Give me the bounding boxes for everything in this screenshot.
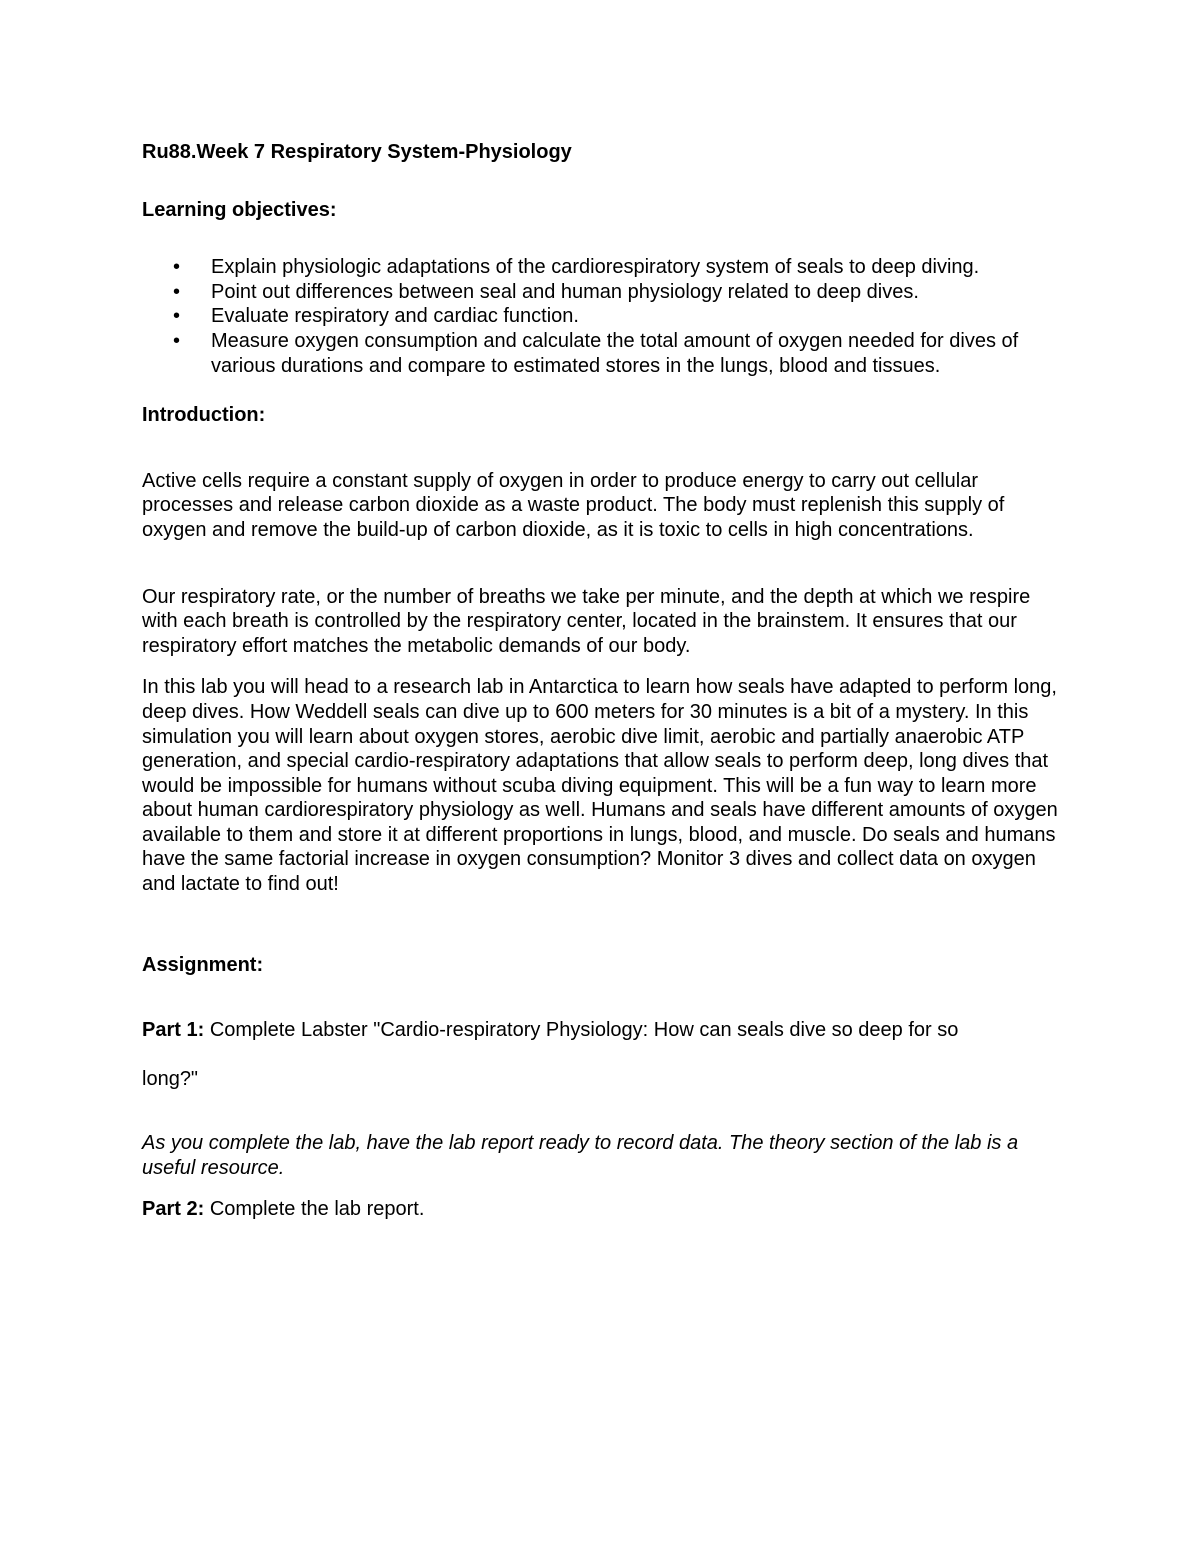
objective-item	[142, 255, 1067, 280]
assignment-heading: Assignment:	[142, 953, 264, 976]
part-1-text: Complete Labster "Cardio-respiratory Physiology: How can seals dive so deep for so	[209, 1019, 959, 1042]
part-1	[142, 1018, 1067, 1043]
part-2-label: Part 2:	[142, 1197, 205, 1220]
intro-paragraph: Active cells require a constant supply of oxygen in order to produce energy to carry out cellular processes and release carbon dioxide as a waste product. The body must replenish this supply of oxygen and remove the build-up of carbon dioxide, as it is toxic to cells in high concentrations.	[142, 469, 1005, 541]
intro-paragraph: In this lab you will head to a research lab in Antarctica to learn how seals have adapted to perform long, deep dives. How Weddell seals can dive up to 600 meters for 30 minutes is a bit of a mystery. In this simulation you will learn about oxygen stores, aerobic dive limit, aerobic and partially anaerobic ATP generation, and special cardio-respiratory adaptations that allow seals to perform deep, long dives that would be impossible for humans without scuba diving equipment. This will be a fun way to learn more about human cardiorespiratory physiology as well. Humans and seals have different amounts of oxygen available to them and store it at different proportions in lungs, blood, and muscle. Do seals and humans have the same factorial increase in oxygen consumption? Monitor 3 dives and collect data on oxygen and lactate to find out!	[142, 676, 1058, 896]
bullet-icon: •	[173, 305, 181, 328]
intro-paragraph: Our respiratory rate, or the number of breaths we take per minute, and the depth at which we respire with each breath is controlled by the respiratory center, located in the brainstem. It ensures that our respiratory effort matches the metabolic demands of our body.	[142, 585, 1031, 657]
objective-item	[142, 280, 1067, 305]
bullet-icon: •	[173, 329, 181, 352]
bullet-icon: •	[173, 256, 181, 279]
introduction-heading: Introduction:	[142, 404, 266, 427]
objective-text: Point out differences between seal and human physiology related to deep dives.	[211, 280, 919, 303]
part-1-label: Part 1:	[142, 1019, 205, 1042]
objective-text: Explain physiologic adaptations of the cardiorespiratory system of seals to deep diving.	[211, 256, 980, 279]
objective-item	[142, 304, 1067, 329]
lab-report-note: As you complete the lab, have the lab report ready to record data. The theory section of the lab is a useful resource.	[142, 1132, 1019, 1180]
objectives-heading: Learning objectives:	[142, 198, 337, 221]
document-page	[142, 140, 1067, 1221]
bullet-icon: •	[173, 280, 181, 303]
part-2-text: Complete the lab report.	[209, 1197, 425, 1220]
objectives-list	[142, 255, 1067, 378]
part-1-continued: long?"	[142, 1067, 199, 1090]
objective-item	[142, 329, 1067, 378]
part-2	[142, 1197, 1067, 1222]
objective-text: Evaluate respiratory and cardiac function.	[211, 305, 579, 328]
objective-text: Measure oxygen consumption and calculate the total amount of oxygen needed for dives of various durations and compare to estimated stores in the lungs, blood and tissues.	[211, 329, 1019, 377]
document-title: Ru88.Week 7 Respiratory System-Physiology	[142, 141, 572, 163]
